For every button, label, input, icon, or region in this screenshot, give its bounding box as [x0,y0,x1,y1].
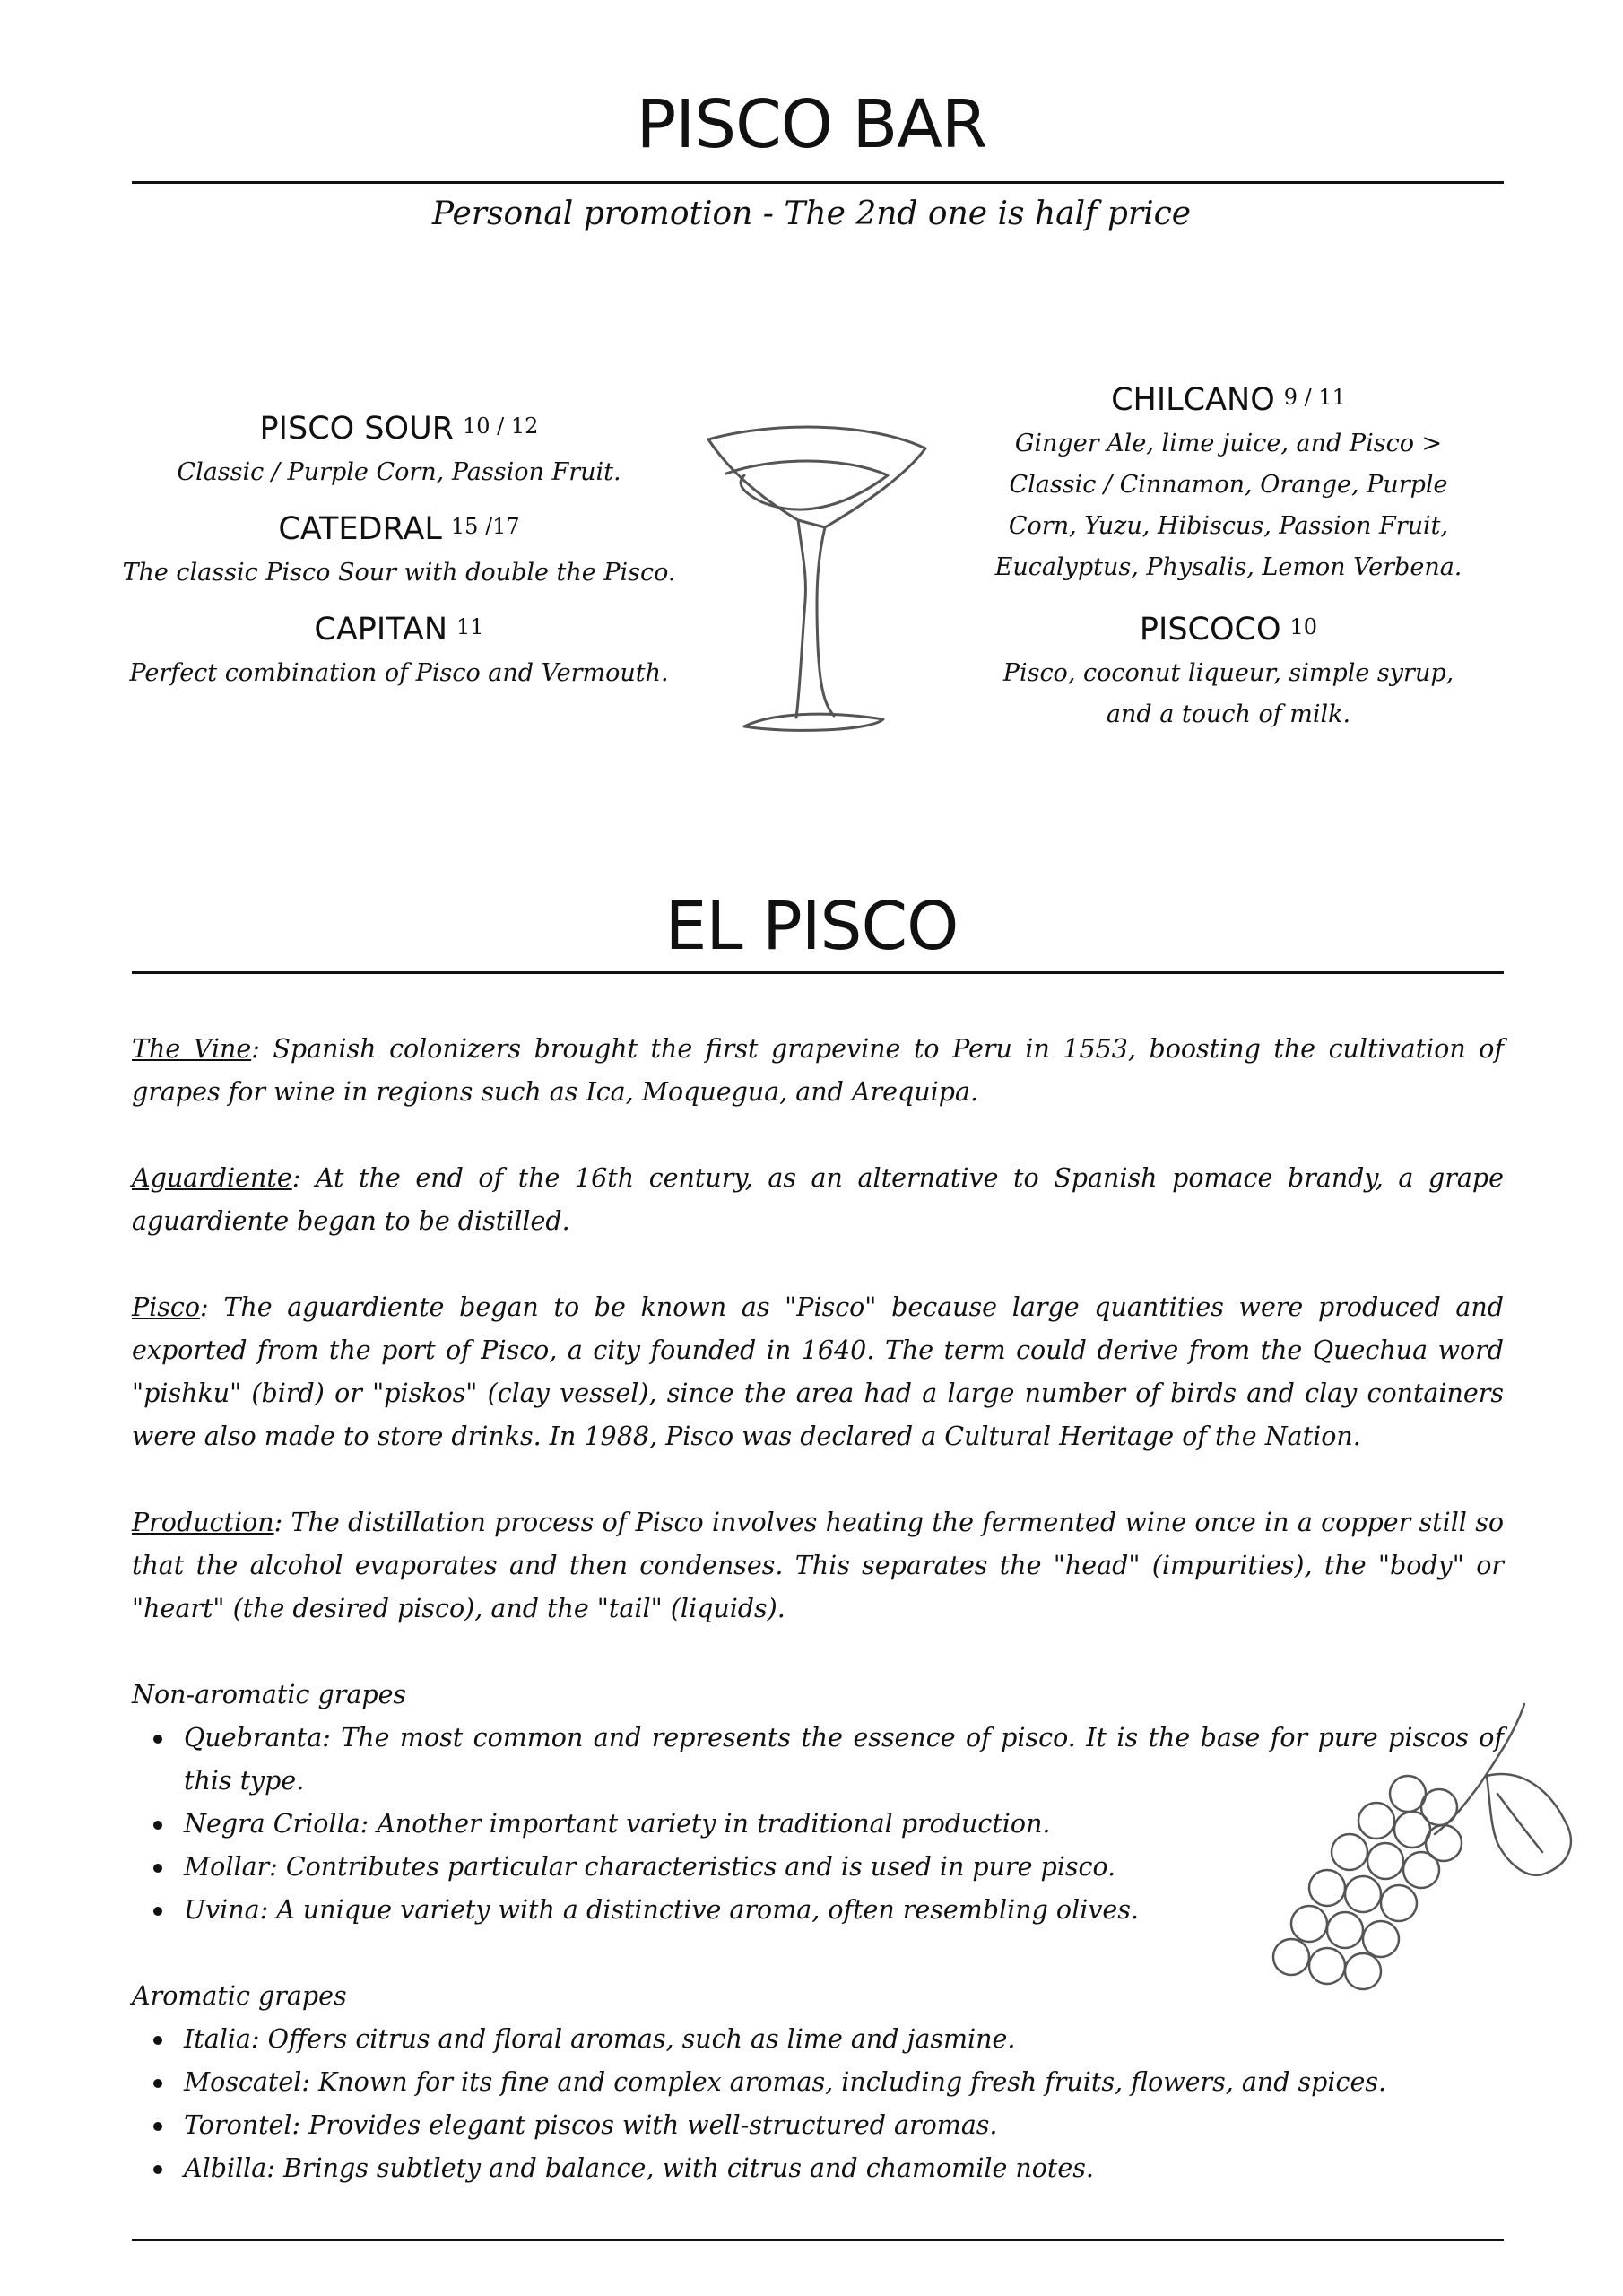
drink-name: PISCOCO [1139,612,1281,648]
paragraph [132,1157,1504,1243]
paragraph-body: : The distillation process of Pisco involves heating the fermented wine once in a copper still so that the alcohol evaporates and then condenses. This separates the "head" (impurities), the "body" or "heart" (the desired pisco), and the "tail" (liquids). [132,1508,1504,1623]
menu-item [117,606,681,694]
menu-item [977,377,1480,588]
drink-description: Classic / Purple Corn, Passion Fruit. [177,458,621,486]
list-item: Torontel: Provides elegant piscos with well-structured aromas. [184,2104,1504,2147]
list-item: Albilla: Brings subtlety and balance, with citrus and chamomile notes. [184,2147,1504,2190]
list-item: Moscatel: Known for its fine and complex aromas, including fresh fruits, flowers, and spices. [184,2061,1504,2104]
drink-price: 11 [456,614,484,639]
drink-price: 10 [1289,614,1318,639]
drink-name: CAPITAN [314,612,448,648]
drink-price: 15 /17 [450,514,520,539]
list-item: Quebranta: The most common and represents the essence of pisco. It is the base for pure piscos of this type. [184,1717,1504,1803]
list-item: Italia: Offers citrus and floral aromas, such as lime and jasmine. [184,2018,1504,2061]
menu-item [977,606,1480,735]
paragraph [132,1028,1504,1114]
cocktail-glass-icon [690,422,942,744]
page-title: PISCO BAR [636,86,987,163]
list-item: Negra Criolla: Another important variety in traditional production. [184,1803,1504,1846]
paragraph-body: : At the end of the 16th century, as an alternative to Spanish pomace brandy, a grape aguardiente began to be distilled. [132,1163,1504,1236]
list-item: Uvina: A unique variety with a distinctive aroma, often resembling olives. [184,1889,1504,1932]
title-divider [132,181,1504,184]
list-item: Mollar: Contributes particular characteristics and is used in pure pisco. [184,1846,1504,1889]
drink-description: The classic Pisco Sour with double the Pisco. [122,559,676,587]
section-title: EL PISCO [664,888,959,965]
aromatic-list [132,2018,1504,2190]
term-label: Pisco [132,1292,201,1322]
drink-name: CHILCANO [1111,382,1275,418]
menu-item [117,405,681,493]
drink-name: PISCO SOUR [259,411,455,447]
section-divider [132,971,1504,974]
drink-description: Pisco, coconut liqueur, simple syrup, and a touch of milk. [1002,659,1454,728]
menu-right-column [977,377,1480,748]
term-label: The Vine [132,1034,252,1064]
drink-name: CATEDRAL [278,511,442,547]
drink-description: Perfect combination of Pisco and Vermouth. [129,659,669,687]
aromatic-heading: Aromatic grapes [132,1981,347,2011]
promotion-text: Personal promotion - The 2nd one is half price [431,196,1192,232]
drink-description: Ginger Ale, lime juice, and Pisco > Classic / Cinnamon, Orange, Purple Corn, Yuzu, Hibiscus, Passion Fruit, Eucalyptus, Physalis, Lemon Verbena. [994,430,1462,581]
term-label: Aguardiente [132,1163,292,1193]
grape-bunch-icon [1255,1686,1596,2027]
non-aromatic-heading: Non-aromatic grapes [132,1680,407,1709]
drink-price: 10 / 12 [463,413,539,439]
paragraph-body: : The aguardiente began to be known as "Pisco" because large quantities were produced and exported from the port of Pisco, a city founded in 1640. The term could derive from the Quechua word "pishku" (bird) or "piskos" (clay vessel), since the area had a large number of birds and clay containers were also made to store drinks. In 1988, Pisco was declared a Cultural Heritage of the Nation. [132,1292,1504,1451]
paragraph [132,1286,1504,1458]
menu-item [117,506,681,594]
menu-left-column [117,405,681,707]
term-label: Production [132,1508,274,1537]
history-text [132,1028,1504,2233]
drink-price: 9 / 11 [1283,385,1346,410]
paragraph [132,1501,1504,1631]
footer-divider [132,2239,1504,2241]
paragraph-body: : Spanish colonizers brought the first grapevine to Peru in 1553, boosting the cultivation of grapes for wine in regions such as Ica, Moquegua, and Arequipa. [132,1034,1504,1107]
